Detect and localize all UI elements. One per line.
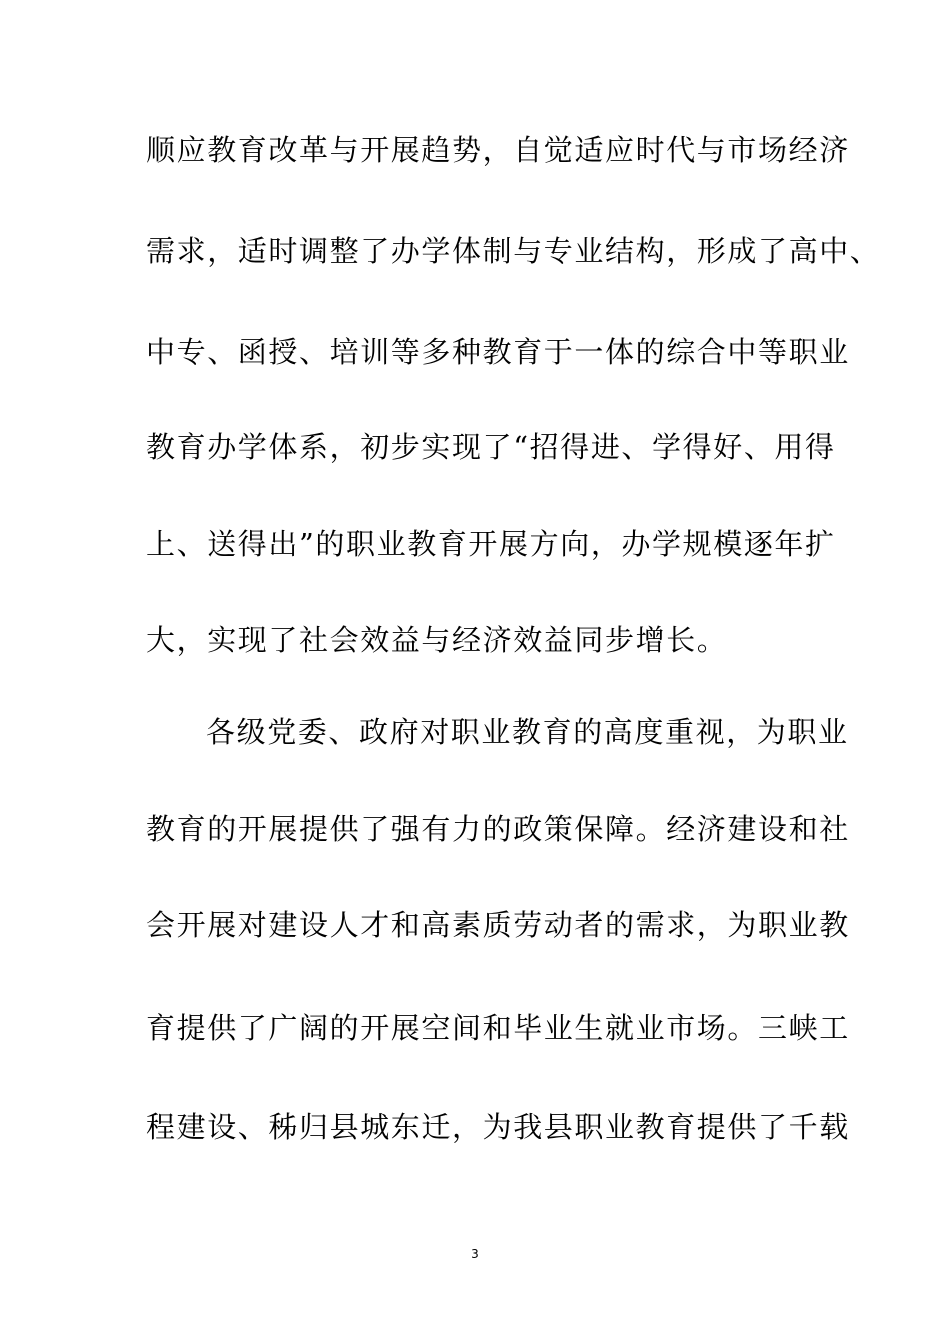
- text-line-2: 需求，适时调整了办学体制与专业结构，形成了高中、: [146, 234, 881, 268]
- text-line-4: 教育办学体系，初步实现了“招得进、学得好、用得: [146, 430, 836, 464]
- text-line-11: 程建设、秭归县城东迁，为我县职业教育提供了千载: [146, 1110, 850, 1144]
- text-line-3: 中专、函授、培训等多种教育于一体的综合中等职业: [146, 335, 850, 369]
- text-line-7-paragraph-start: 各级党委、政府对职业教育的高度重视，为职业: [206, 715, 849, 749]
- text-line-5: 上、送得出”的职业教育开展方向，办学规模逐年扩: [146, 527, 836, 561]
- text-line-8: 教育的开展提供了强有力的政策保障。经济建设和社: [146, 812, 850, 846]
- text-line-9: 会开展对建设人才和高素质劳动者的需求，为职业教: [146, 908, 850, 942]
- text-line-6: 大，实现了社会效益与经济效益同步增长。: [146, 623, 728, 657]
- text-line-10: 育提供了广阔的开展空间和毕业生就业市场。三峡工: [146, 1011, 850, 1045]
- page-number: 3: [471, 1247, 479, 1261]
- text-line-1: 顺应教育改革与开展趋势，自觉适应时代与市场经济: [146, 133, 850, 167]
